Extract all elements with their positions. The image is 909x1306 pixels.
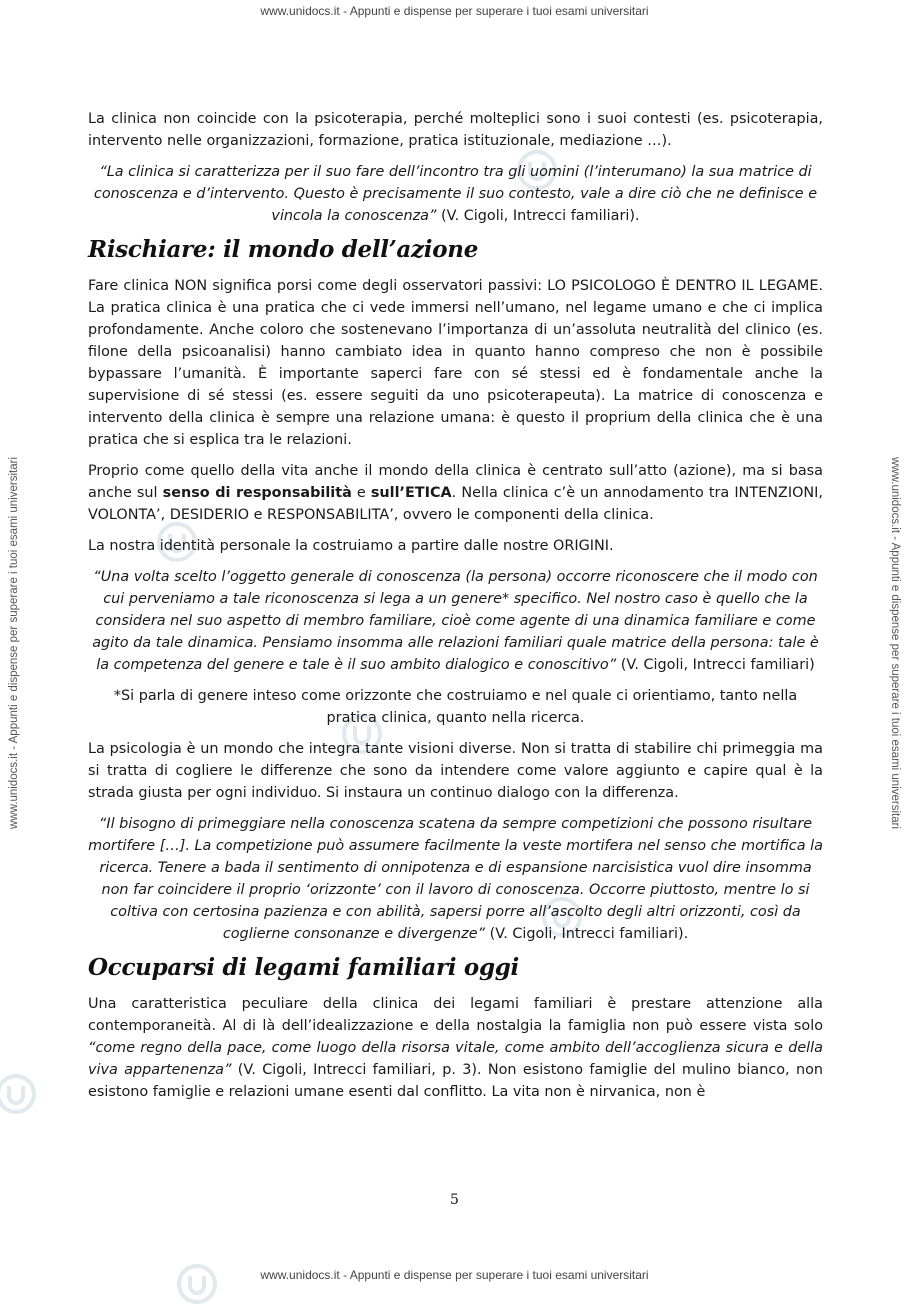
page-number: 5 <box>450 1192 459 1208</box>
side-banner-right: www.unidocs.it - Appunti e dispense per superare i tuoi esami universitari <box>889 456 901 830</box>
quote-cigoli-2 <box>88 566 823 676</box>
text-run: Una caratteristica peculiare della clinica dei legami familiari è prestare attenzione alla contemporaneità. Al di là dell’idealizzazione e della nostalgia la famiglia non può essere vista solo <box>88 996 823 1034</box>
quote-text: “La clinica si caratterizza per il suo fare dell’incontro tra gli uomini (l’interumano) la sua matrice di conoscenza e d’intervento. Questo è precisamente il suo contesto, vale a dire ciò che ne definisce e vincola la conoscenza” <box>93 164 818 224</box>
document-body <box>88 108 823 1112</box>
bold-term-responsabilita: senso di responsabilità <box>162 485 352 501</box>
quote-text: “Il bisogno di primeggiare nella conoscenza scatena da sempre competizioni che possono risultare mortifere […]. La competizione può assumere facilmente la veste mortifera nel senso che mortifica la ricerca. Tenere a bada il sentimento di onnipotenza e di espansione narcisistica vuol dire insomma non far coincidere il proprio ‘orizzonte’ con il lavoro di conoscenza. Occorre piuttosto, mentre lo si coltiva con certosina pazienza e con abilità, sapersi porre all’ascolto degli altri orizzonti, così da coglierne consonanze e divergenze” <box>88 816 823 942</box>
text-run: (V. Cigoli, Intrecci familiari, p. 3). Non esistono famiglie del mulino bianco, non esistono famiglie e relazioni umane esenti dal conflitto. La vita non è nirvanica, non è <box>88 1062 823 1100</box>
paragraph-contemporaneita <box>88 993 823 1103</box>
header-banner: www.unidocs.it - Appunti e dispense per superare i tuoi esami universitari <box>260 4 649 18</box>
paragraph-psicologia: La psicologia è un mondo che integra tante visioni diverse. Non si tratta di stabilire chi primeggia ma si tratta di cogliere le differenze che sono da intendere come valore aggiunto e capire qual è la strada giusta per ogni individuo. Si instaura un continuo dialogo con la differenza. <box>88 741 823 801</box>
side-banner-left: www.unidocs.it - Appunti e dispense per superare i tuoi esami universitari <box>8 456 20 830</box>
footnote-genere: *Si parla di genere inteso come orizzonte che costruiamo e nel quale ci orientiamo, tanto nella pratica clinica, quanto nella ricerca. <box>113 688 798 726</box>
text-run: . Nella clinica c’è un annodamento tra INTENZIONI, VOLONTA’, DESIDERIO e RESPONSABILITA’, ovvero le componenti della clinica. <box>88 485 823 523</box>
text-run: e <box>351 485 371 501</box>
quote-cigoli-1 <box>88 161 823 227</box>
section-heading-legami-familiari: Occuparsi di legami familiari oggi <box>88 954 519 981</box>
footer-banner: www.unidocs.it - Appunti e dispense per superare i tuoi esami universitari <box>260 1268 649 1282</box>
paragraph-clinica-contesti: La clinica non coincide con la psicoterapia, perché molteplici sono i suoi contesti (es. psicoterapia, intervento nelle organizzazioni, formazione, pratica istituzionale, mediazione …). <box>88 111 823 149</box>
quote-citation: (V. Cigoli, Intrecci familiari) <box>616 657 815 673</box>
unidocs-watermark-icon <box>0 1072 38 1116</box>
quote-citation: (V. Cigoli, Intrecci familiari). <box>485 926 689 942</box>
paragraph-origini: La nostra identità personale la costruiamo a partire dalle nostre ORIGINI. <box>88 538 614 554</box>
quote-cigoli-3 <box>88 813 823 945</box>
section-heading-rischiare: Rischiare: il mondo dell’azione <box>88 236 479 263</box>
bold-term-etica: sull’ETICA <box>370 485 452 501</box>
quote-citation: (V. Cigoli, Intrecci familiari). <box>436 208 640 224</box>
paragraph-fare-clinica: Fare clinica NON significa porsi come degli osservatori passivi: LO PSICOLOGO È DENTRO IL LEGAME. La pratica clinica è una pratica che ci vede immersi nell’umano, nel legame umano e che ci implica profondamente. Anche coloro che sostenevano l’importanza di un’assoluta neutralità del clinico (es. filone della psicoanalisi) hanno cambiato idea in quanto hanno compreso che non è possibile bypassare l’umanità. È importante saperci fare con sé stessi ed è fondamentale anche la supervisione di sé stessi (es. essere seguiti da uno psicoterapeuta). La matrice di conoscenza e intervento della clinica è sempre una relazione umana: è questo il proprium della clinica che è una pratica che si esplica tra le relazioni. <box>88 278 823 448</box>
quote-text: “Una volta scelto l’oggetto generale di conoscenza (la persona) occorre riconoscere che il modo con cui perveniamo a tale riconoscenza si lega a un genere* specifico. Nel nostro caso è quello che la considera nel suo aspetto di membro familiare, cioè come agente di una dinamica familiare e come agito da tale dinamica. Pensiamo insomma alle relazioni familiari quale matrice della persona: tale è la competenza del genere e tale è il suo ambito dialogico e conoscitivo” <box>92 569 819 673</box>
paragraph-responsabilita <box>88 460 823 526</box>
italic-quote-run: “come regno della pace, come luogo della risorsa vitale, come ambito dell’accoglienza sicura e della viva appartenenza” <box>88 1040 823 1078</box>
text-run: Proprio come quello della vita anche il mondo della clinica è centrato sull’atto (azione), ma si basa anche sul <box>88 463 823 501</box>
